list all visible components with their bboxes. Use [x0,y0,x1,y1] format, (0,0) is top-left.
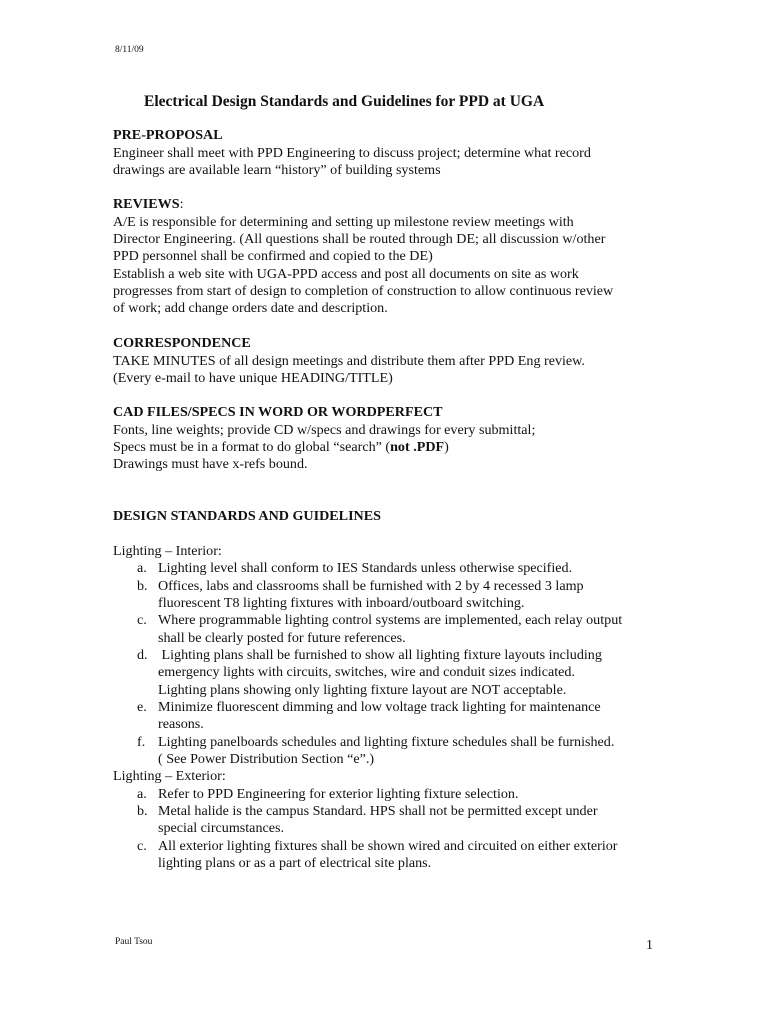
list-marker: f. [137,734,146,750]
list-item-line: fluorescent T8 lighting fixtures with inboard/outboard switching. [158,595,525,611]
paragraph-line: progresses from start of design to completion of construction to allow continuous review [113,283,614,299]
list-item-line: emergency lights with circuits, switches, wire and conduit sizes indicated. [158,664,575,680]
section-heading-correspondence: CORRESPONDENCE [113,335,251,351]
specs-not-pdf: not .PDF [390,439,445,455]
paragraph-line: (Every e-mail to have unique HEADING/TITLE) [113,370,393,386]
paragraph-line: drawings are available learn “history” of building systems [113,162,441,178]
paragraph-line: TAKE MINUTES of all design meetings and distribute them after PPD Eng review. [113,353,585,369]
list-marker: a. [137,786,147,802]
list-marker: b. [137,578,148,594]
list-item-line: shall be clearly posted for future references. [158,630,406,646]
page-number: 1 [646,938,653,953]
page-date: 8/11/09 [115,45,144,55]
section-heading-cad: CAD FILES/SPECS IN WORD OR WORDPERFECT [113,404,443,420]
list-item-line: Lighting level shall conform to IES Standards unless otherwise specified. [158,560,573,576]
list-item-line: reasons. [158,716,204,732]
list-marker: b. [137,803,148,819]
paragraph-line: Director Engineering. (All questions shall be routed through DE; all discussion w/other [113,231,606,247]
paragraph-line: of work; add change orders date and description. [113,300,388,316]
page-title: Electrical Design Standards and Guidelines for PPD at UGA [144,93,545,110]
paragraph-line: Establish a web site with UGA-PPD access and post all documents on site as work [113,266,579,282]
list-item-line: Refer to PPD Engineering for exterior lighting fixture selection. [158,786,519,802]
list-marker: d. [137,647,148,663]
list-item-line: Where programmable lighting control systems are implemented, each relay output [158,612,623,628]
list-item-line: Lighting plans showing only lighting fixture layout are NOT acceptable. [158,682,567,698]
list-item-line: Lighting plans shall be furnished to show all lighting fixture layouts including [158,647,602,663]
paragraph-line: A/E is responsible for determining and setting up milestone review meetings with [113,214,574,230]
reviews-heading-colon: : [179,196,184,212]
section-heading-design: DESIGN STANDARDS AND GUIDELINES [113,508,381,524]
list-marker: e. [137,699,147,715]
specs-text: Specs must be in a format to do global “search” ( [113,439,391,455]
list-item-line: special circumstances. [158,820,285,836]
list-marker: c. [137,612,147,628]
list-marker: c. [137,838,147,854]
list-marker: a. [137,560,147,576]
list-item-line: ( See Power Distribution Section “e”.) [158,751,375,767]
reviews-heading-text: REVIEWS [113,196,180,212]
list-item-line: Metal halide is the campus Standard. HPS shall not be permitted except under [158,803,598,819]
paragraph-line: Fonts, line weights; provide CD w/specs and drawings for every submittal; [113,422,536,438]
specs-close-paren: ) [444,439,449,455]
list-item-line: All exterior lighting fixtures shall be shown wired and circuited on either exterior [158,838,618,854]
footer-author: Paul Tsou [115,937,153,947]
paragraph-line: Drawings must have x-refs bound. [113,456,308,472]
lighting-interior-label: Lighting – Interior: [113,543,222,559]
list-item-line: Minimize fluorescent dimming and low voltage track lighting for maintenance [158,699,601,715]
list-item-line: lighting plans or as a part of electrical site plans. [158,855,432,871]
paragraph-line-specs [113,439,449,456]
list-item-line: Offices, labs and classrooms shall be furnished with 2 by 4 recessed 3 lamp [158,578,584,594]
paragraph-line: Engineer shall meet with PPD Engineering to discuss project; determine what record [113,145,591,161]
list-item-line: Lighting panelboards schedules and lighting fixture schedules shall be furnished. [158,734,615,750]
section-heading-reviews [113,196,184,213]
paragraph-line: PPD personnel shall be confirmed and copied to the DE) [113,248,433,264]
section-heading-preproposal: PRE-PROPOSAL [113,127,223,143]
lighting-exterior-label: Lighting – Exterior: [113,768,226,784]
